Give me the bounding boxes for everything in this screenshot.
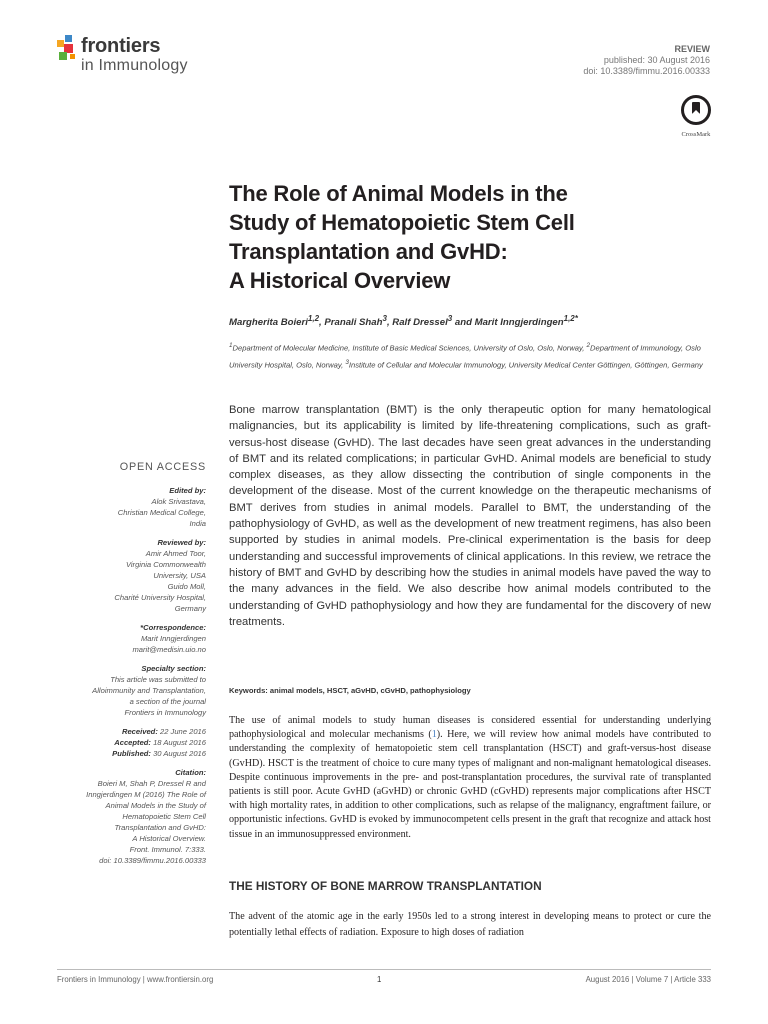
citation-line: Animal Models in the Study of <box>105 801 206 810</box>
correspondence-block <box>60 622 206 655</box>
specialty-line: Frontiers in Immunology <box>124 708 206 717</box>
section-paragraph: The advent of the atomic age in the early 1950s led to a strong interest in developing means to protect or cure the potentially lethal effects of radiation. Exposure to high doses of radiation <box>229 911 711 938</box>
reviewer-line: Germany <box>174 604 206 613</box>
specialty-section-block <box>60 663 206 718</box>
reviewer-line: Amir Ahmed Toor, <box>145 549 206 558</box>
citation-block <box>60 767 206 866</box>
correspondence-name: Marit Inngjerdingen <box>140 634 206 643</box>
author-affiliation-sup <box>564 314 578 323</box>
crossmark-label: CrossMark <box>681 131 711 138</box>
affiliation-text: Department of Immunology, Oslo University Hospital, Oslo, Norway, <box>229 343 701 370</box>
published-label: Published: <box>112 749 151 758</box>
correspondence-label: *Correspondence: <box>140 623 206 632</box>
article-type: REVIEW <box>674 44 710 54</box>
accepted-date <box>60 737 206 748</box>
author-name[interactable]: Pranali Shah <box>324 317 383 329</box>
author-list <box>229 314 578 328</box>
keywords: Keywords: animal models, HSCT, aGvHD, cGvHD, pathophysiology <box>229 686 471 695</box>
brand-line-1: frontiers <box>81 35 161 57</box>
author-affiliation-sup: 1,2 <box>307 314 320 323</box>
edited-by-label: Edited by: <box>169 486 206 495</box>
crossmark-icon <box>681 95 711 125</box>
intro-text: The use of animal models to study human diseases is considered essential for understanding underlying pathophysiological and molecular mechanisms ( <box>229 715 711 741</box>
author-affiliation-sup: 3 <box>382 314 387 323</box>
author-name[interactable]: Marit Inngjerdingen <box>474 317 564 329</box>
footer-issue-info: August 2016 | Volume 7 | Article 333 <box>585 975 711 984</box>
citation-line: Boieri M, Shah P, Dressel R and <box>97 779 206 788</box>
published-date: published: 30 August 2016 <box>603 55 710 65</box>
frontiers-logo-icon <box>57 35 77 61</box>
accepted-label: Accepted: <box>114 738 151 747</box>
page-number: 1 <box>377 975 382 984</box>
citation-line: Inngjerdingen M (2016) The Role of <box>86 790 206 799</box>
affiliations <box>229 339 709 372</box>
affiliation-number: 1,2 <box>563 314 575 323</box>
corresponding-star: * <box>574 314 578 323</box>
affiliation-text: Institute of Cellular and Molecular Immunology, University Medical Center Göttingen, Göttingen, Germany <box>348 360 703 370</box>
author-name[interactable]: Ralf Dressel <box>392 317 448 329</box>
affiliation-number: 2 <box>586 342 591 349</box>
editor-line: India <box>189 519 206 528</box>
citation-label: Citation: <box>175 768 206 777</box>
affiliation-number: 3 <box>345 358 349 366</box>
author-separator: , <box>386 317 393 329</box>
intro-text: ). Here, we will review how animal models have contributed to understanding the complexity of hematopoietic stem cell transplantation (HSCT) and graft-versus-host disease (GvHD). HSCT is the treatment of choice to cure many types of malignant and non-malignant hematological diseases. Despite continuous improvements in the pre- and post-transplantation procedures, the survival rate of transplanted patients is still poor. Acute GvHD (aGvHD) or chronic GvHD (cGvHD) represents major complications after HSCT with high mortality rates, in addition to other complications, such as relapse of the malignancy, engraftment failure, or opportunistic infections. GvHD is evoked by immunocompetent cells present in the graft that recognize and attack host tissue in an immunosuppressed environment. <box>229 729 711 840</box>
published-date-sidebar <box>60 748 206 759</box>
published-value: 30 August 2016 <box>150 749 206 758</box>
title-line-1: The Role of Animal Models in the <box>229 181 568 206</box>
crossmark-badge[interactable] <box>676 95 716 138</box>
editor-line: Alok Srivastava, <box>151 497 206 506</box>
title-line-2: Study of Hematopoietic Stem Cell <box>229 210 575 235</box>
reviewer-line: University, USA <box>153 571 206 580</box>
citation-doi[interactable]: doi: 10.3389/fimmu.2016.00333 <box>99 856 206 865</box>
author-affiliation-sup: 3 <box>447 314 453 323</box>
brand-line-2: in Immunology <box>81 57 188 74</box>
reviewed-by-block <box>60 537 206 614</box>
section-heading: THE HISTORY OF BONE MARROW TRANSPLANTATION <box>229 879 542 893</box>
editor-line: Christian Medical College, <box>117 508 206 517</box>
author-separator: , <box>319 317 325 329</box>
received-value: 22 June 2016 <box>157 727 206 736</box>
reviewer-line: Guido Moll, <box>167 582 206 591</box>
correspondence-email[interactable]: marit@medisin.uio.no <box>132 645 206 654</box>
title-line-3: Transplantation and GvHD: <box>229 239 508 264</box>
citation-line: Hematopoietic Stem Cell <box>122 812 206 821</box>
specialty-line: Alloimmunity and Transplantation, <box>92 686 206 695</box>
article-meta-block <box>583 44 710 77</box>
citation-line: Transplantation and GvHD: <box>114 823 206 832</box>
specialty-line: This article was submitted to <box>110 675 206 684</box>
citation-line: Front. Immunol. 7:333. <box>129 845 206 854</box>
reviewer-line: Charité University Hospital, <box>114 593 206 602</box>
dates-block <box>60 726 206 759</box>
reviewed-by-label: Reviewed by: <box>157 538 206 547</box>
article-doi[interactable]: doi: 10.3389/fimmu.2016.00333 <box>583 66 710 76</box>
title-line-4: A Historical Overview <box>229 268 451 293</box>
received-date <box>60 726 206 737</box>
author-separator: and <box>452 317 475 329</box>
footer-divider <box>57 969 711 970</box>
footer-journal-site[interactable]: Frontiers in Immunology | www.frontiersin.org <box>57 975 214 984</box>
citation-line: A Historical Overview. <box>132 834 206 843</box>
introduction-paragraph <box>229 714 711 842</box>
accepted-value: 18 August 2016 <box>150 738 206 747</box>
article-title <box>229 179 699 295</box>
received-label: Received: <box>121 727 158 736</box>
affiliation-number: 1 <box>229 342 233 349</box>
edited-by-block <box>60 485 206 529</box>
author-name[interactable]: Margherita Boieri <box>229 317 308 329</box>
journal-brand[interactable] <box>81 36 188 74</box>
open-access-label[interactable]: OPEN ACCESS <box>119 461 206 473</box>
affiliation-text: Department of Molecular Medicine, Institute of Basic Medical Sciences, University of Oslo, Oslo, Norway, <box>232 343 587 353</box>
abstract: Bone marrow transplantation (BMT) is the only therapeutic option for many hematological malignancies, but its applicability is limited by life-threatening complications, such as graft-versus-host disease (GvHD). The last decades have seen great advances in the understanding of BMT and its related complications; in particular GvHD. Animal models are beneficial to study complex diseases, as they allow dissecting the contribution of single components in the development of the disease. Most of the current knowledge on the therapeutic mechanisms of BMT derives from studies in animal models. Parallel to BMT, the understanding of the pathophysiology of GvHD, as well as the development of new treatment regimens, has also been supported by studies in animal models. Pre-clinical experimentation is the basis for deep understanding and successful improvements of clinical applications. In this review, we retrace the history of BMT and GvHD by describing how the studies in animal models have paved the way to the many advances in the field. We also describe how animal models contributed to the understanding of GvHD pathophysiology and how they are fundamental for the discovery of new treatments. <box>229 404 711 628</box>
reviewer-line: Virginia Commonwealth <box>125 560 206 569</box>
article-info-sidebar <box>60 462 206 874</box>
specialty-label: Specialty section: <box>141 664 206 673</box>
specialty-line: a section of the journal <box>129 697 206 706</box>
citation-link[interactable]: 1 <box>431 729 437 741</box>
